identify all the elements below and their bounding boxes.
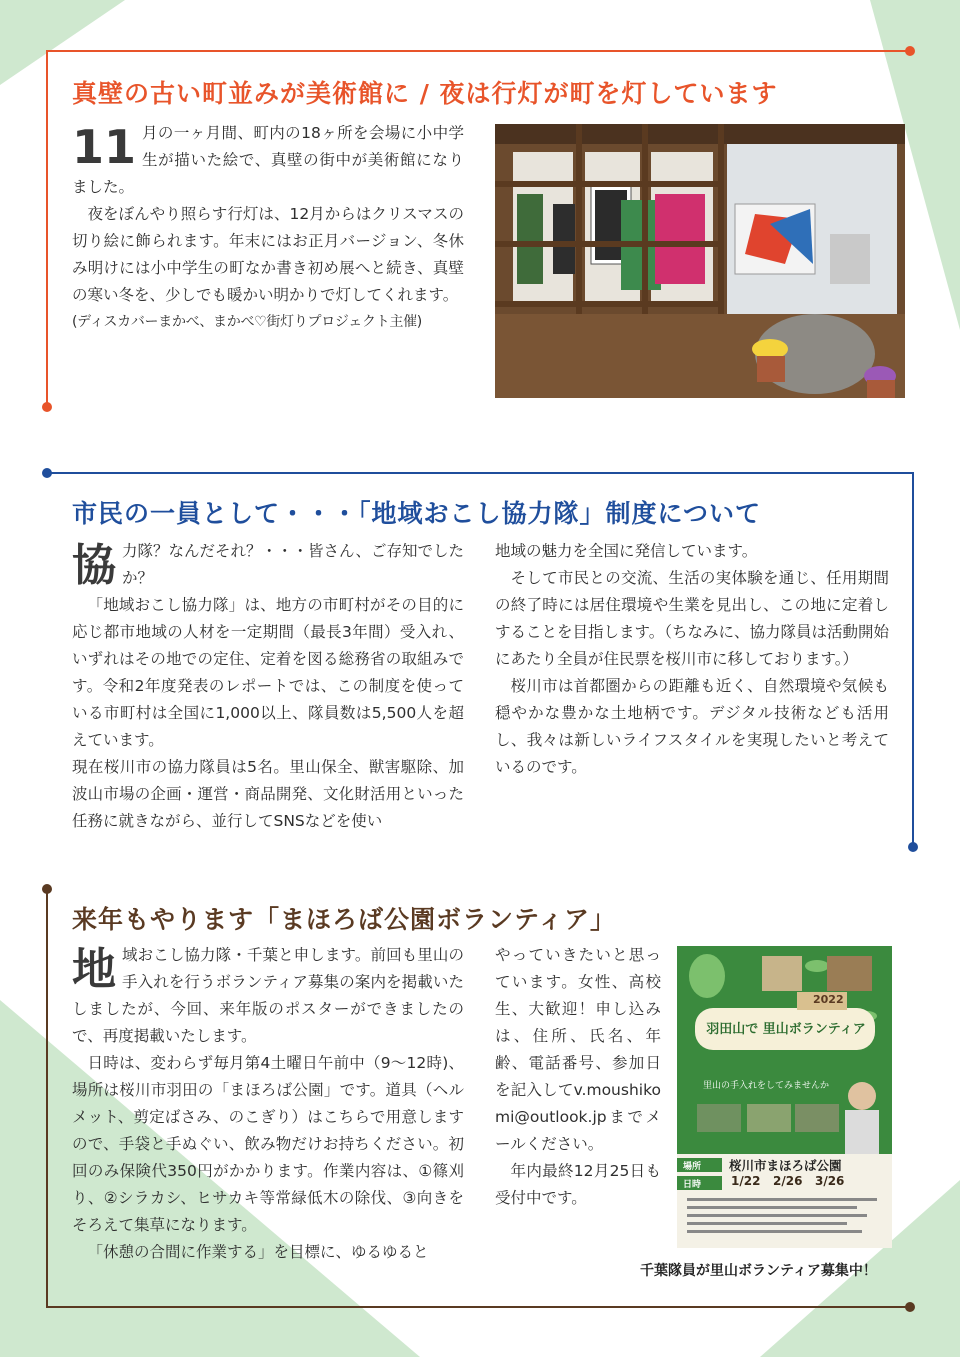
section2-para3: 現在桜川市の協力隊員は5名。里山保全、獣害駆除、加波山市場の企画・運営・商品開発、文化財活用といった任務に就きながら、並行してSNSなどを使い (72, 758, 464, 830)
section2-right-line (912, 472, 914, 846)
section2-dot-bottom (908, 842, 918, 852)
section1-title: 真壁の古い町並みが美術館に / 夜は行灯が町を灯しています (72, 79, 778, 108)
poster-date-3: 3/26 (814, 1174, 845, 1188)
section2-left-column (72, 538, 464, 835)
section3-para2: 日時は、変わらず毎月第4土曜日午前中（9～12時)、場所は桜川市羽田の「まほろば公園」です。道具（ヘルメット、剪定ばさみ、のこぎり）はこちらで用意しますので、手袋と手ぬぐい、飲み物だけお持ちください。初回のみ保険代350円がかかります。作業内容は、①篠刈り、②シラカシ、ヒサカキ等常緑低木の除伐、③向きをそろえて集草になります。 (72, 1054, 464, 1234)
section2-para6: 桜川市は首都圏からの距離も近く、自然環境や気候も穏やかな豊かな土地柄です。デジタル技術なども活用し、我々は新しいライフスタイルを実現したいと考えているのです。 (495, 677, 889, 776)
section3-dropcap: 地 (72, 944, 116, 995)
section1-dot-top (905, 46, 915, 56)
poster-year: 2022 (813, 993, 844, 1006)
section1-body (72, 120, 464, 336)
section1-dropcap: 11 (72, 120, 137, 174)
section1-left-line (46, 50, 48, 406)
poster-dates (731, 1174, 844, 1188)
poster-caption: 千葉隊員が里山ボランティア募集中！ (640, 1263, 877, 1279)
svg-text:里山の手入れをしてみませんか: 里山の手入れをしてみませんか (703, 1081, 830, 1091)
section2-dropcap: 協 (72, 540, 116, 591)
section2-para4: 地域の魅力を全国に発信しています。 (495, 542, 758, 560)
section3-para5: 年内最終12月25日も受付中です。 (495, 1162, 661, 1207)
section2-para1-text: 力隊？なんだそれ？・・・皆さん、ご存知でしたか？ (122, 542, 464, 587)
section2-para2: 「地域おこし協力隊」は、地方の市町村がその目的に応じ都市地域の人材を一定期間（最長3年間）受入れ、いずれはその地での定住、定着を図る総務省の取組みです。令和2年度発表のレポートでは、この制度を使っている市町村は全国に1,000以上、隊員数は5,500人を超えています。 (72, 596, 464, 749)
section1-dot-bottom (42, 402, 52, 412)
gallery-window-photo (495, 124, 905, 398)
section2-dot-top (42, 468, 52, 478)
section3-bottom-line (46, 1306, 912, 1308)
volunteer-poster (677, 946, 892, 1248)
section3-dot-top (42, 884, 52, 894)
section2-title: 市民の一員として・・・「地域おこし協力隊」制度について (72, 499, 762, 528)
poster-place-label: 場所 (683, 1162, 702, 1172)
poster-date-1: 1/22 (731, 1174, 761, 1188)
section2-para1 (72, 538, 464, 592)
section3-dot-bottom (905, 1302, 915, 1312)
poster-date-2: 2/26 (772, 1174, 803, 1188)
section3-para4: やっていきたいと思っています。女性、高校生、大歓迎！申し込みは、住所、氏名、年齢、電話番号、参加日を記入してv.moushikomi@outlook.jpまでメールください。 (495, 946, 661, 1153)
section1-credit: (ディスカバーまかべ、まかべ♡街灯りプロジェクト主催) (72, 314, 422, 330)
section3-para1 (72, 942, 464, 1050)
section3-right-column (495, 942, 661, 1212)
section2-right-column (495, 538, 889, 781)
section2-para5: そして市民との交流、生活の実体験を通じ、任用期間の終了時には居住環境や生業を見出し、この地に定着しすることを目指します。（ちなみに、協力隊員は活動開始にあたり全員が住民票を桜川市に移しております。） (495, 569, 890, 668)
section1-para1 (72, 120, 464, 201)
section3-para1-text: 域おこし協力隊・千葉と申します。前回も里山の手入れを行うボランティア募集の案内を掲載いたしましたが、今回、来年版のポスターができましたので、再度掲載いたします。 (72, 946, 464, 1045)
poster-place: 桜川市まほろば公園 (729, 1158, 842, 1173)
section1-top-line (46, 50, 910, 52)
section3-title: 来年もやります「まほろば公園ボランティア」 (72, 905, 617, 934)
section3-para3: 「休憩の合間に作業する」を目標に、ゆるゆると (87, 1243, 429, 1261)
section3-left-line (46, 888, 48, 1306)
section3-left-column (72, 942, 464, 1266)
section1-para2: 夜をぼんやり照らす行灯は、12月からはクリスマスの切り絵に飾られます。年末にはお正月バージョン、冬休み明けには小中学生の町なか書き初め展へと続き、真壁の寒い冬を、少しでも暖かい明かりで灯してくれます。 (72, 205, 464, 304)
poster-date-label: 日時 (683, 1180, 702, 1190)
poster-title: 羽田山で 里山ボランティア (706, 1022, 866, 1037)
section2-top-line (46, 472, 914, 474)
section1-para1-text: 月の一ヶ月間、町内の18ヶ所を会場に小中学生が描いた絵で、真壁の街中が美術館になりました。 (72, 124, 464, 196)
